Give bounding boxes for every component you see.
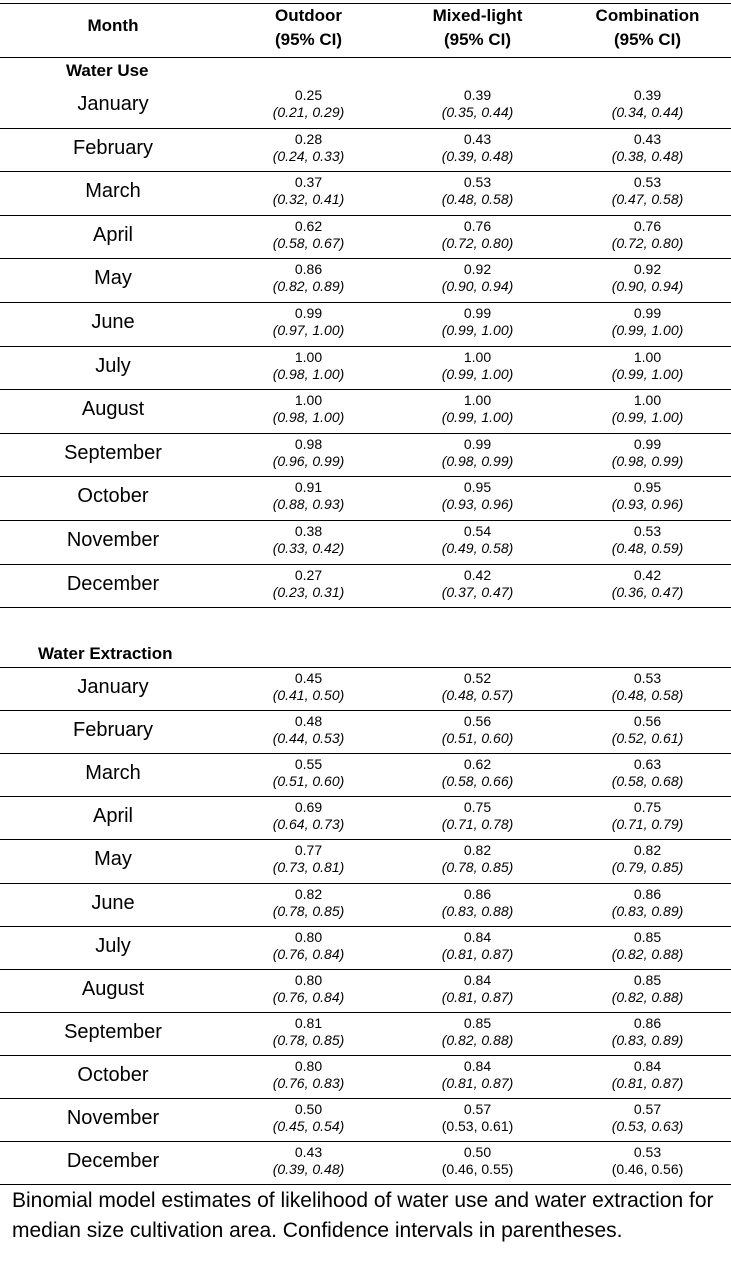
estimate-value: 0.81	[294, 1014, 323, 1031]
cell-mixed	[391, 261, 564, 295]
month-label: June	[91, 311, 135, 333]
estimate-value: 0.53	[633, 174, 662, 191]
estimate-value: 0.53	[633, 670, 662, 686]
estimate-value: 0.53	[633, 523, 662, 539]
row-rule	[0, 433, 731, 434]
estimate-value: 0.85	[463, 1014, 492, 1031]
month-label: January	[77, 93, 149, 115]
confidence-interval: (0.71, 0.78)	[441, 816, 514, 833]
estimate-value: 0.84	[463, 928, 492, 945]
estimate-value: 1.00	[294, 392, 323, 409]
row-rule	[0, 710, 731, 711]
confidence-interval: (0.53, 0.63)	[611, 1118, 684, 1134]
estimate-value: 0.99	[463, 435, 492, 452]
confidence-interval: (0.45, 0.54)	[272, 1118, 345, 1134]
confidence-interval: (0.82, 0.88)	[611, 988, 684, 1005]
cell-mixed	[391, 523, 564, 557]
estimate-value: 0.37	[294, 174, 323, 191]
confidence-interval: (0.88, 0.93)	[272, 496, 345, 513]
row-rule	[0, 1055, 731, 1056]
confidence-interval: (0.81, 0.87)	[441, 1074, 514, 1091]
confidence-interval: (0.99, 1.00)	[611, 322, 684, 338]
header-month: Month	[87, 16, 139, 35]
cell-combination	[564, 972, 731, 1006]
cell-mixed	[391, 131, 564, 165]
confidence-interval: (0.83, 0.88)	[441, 902, 514, 919]
cell-combination	[564, 479, 731, 513]
estimate-value: 0.45	[294, 670, 323, 686]
estimate-value: 0.43	[633, 130, 662, 147]
row-rule	[0, 171, 731, 172]
estimate-value: 0.84	[463, 971, 492, 988]
confidence-interval: (0.21, 0.29)	[272, 104, 345, 120]
row-rule	[0, 302, 731, 303]
row-rule	[0, 520, 731, 521]
header-combination	[564, 4, 731, 56]
table-caption: Binomial model estimates of likelihood of water use and water extraction for median size cultivation area. Confidence intervals in parentheses.	[12, 1189, 714, 1242]
confidence-interval: (0.78, 0.85)	[272, 1031, 345, 1048]
cell-combination	[564, 929, 731, 963]
confidence-interval: (0.38, 0.48)	[611, 147, 684, 164]
confidence-interval: (0.39, 0.48)	[272, 1161, 345, 1178]
confidence-interval: (0.98, 0.99)	[611, 452, 684, 469]
month-label: October	[77, 485, 149, 508]
confidence-interval: (0.98, 1.00)	[272, 409, 345, 426]
confidence-interval: (0.44, 0.53)	[272, 730, 345, 747]
confidence-interval: (0.52, 0.61)	[611, 730, 684, 747]
confidence-interval: (0.99, 1.00)	[441, 409, 514, 426]
estimate-value: 0.62	[463, 756, 492, 773]
cell-combination	[564, 349, 731, 383]
header-rule	[0, 57, 731, 58]
row-rule	[0, 607, 731, 608]
confidence-interval: (0.76, 0.84)	[272, 945, 345, 962]
header-mixed-title: Mixed-light	[432, 6, 523, 25]
row-rule	[0, 476, 731, 477]
estimate-value: 0.50	[463, 1144, 492, 1161]
month-label: March	[85, 180, 141, 203]
cell-mixed	[391, 842, 564, 876]
confidence-interval: (0.47, 0.58)	[611, 191, 684, 208]
month-label: December	[66, 1150, 160, 1173]
month-label: July	[95, 354, 131, 377]
row-rule	[0, 1012, 731, 1013]
estimate-value: 0.42	[633, 566, 662, 583]
estimate-value: 0.55	[294, 756, 323, 773]
header-combination-title: Combination	[595, 6, 700, 25]
confidence-interval: (0.33, 0.42)	[272, 540, 345, 556]
estimate-value: 0.56	[633, 713, 662, 730]
month-label: August	[81, 398, 145, 421]
cell-outdoor	[226, 886, 391, 920]
cell-mixed	[391, 1015, 564, 1049]
estimate-value: 0.56	[463, 713, 492, 730]
confidence-interval: (0.90, 0.94)	[441, 278, 514, 295]
estimate-value: 0.99	[633, 305, 662, 321]
month-label: August	[81, 977, 145, 1000]
estimate-value: 0.85	[633, 928, 662, 945]
confidence-interval: (0.98, 0.99)	[441, 452, 514, 469]
cell-combination	[564, 523, 731, 557]
cell-combination	[564, 392, 731, 426]
month-label: May	[94, 267, 132, 290]
cell-outdoor	[226, 218, 391, 252]
cell-mixed	[391, 479, 564, 513]
row-rule	[0, 258, 731, 259]
cell-combination	[564, 436, 731, 470]
estimate-value: 0.99	[633, 435, 662, 452]
cell-combination	[564, 842, 731, 876]
cell-mixed	[391, 799, 564, 833]
estimate-value: 0.57	[633, 1101, 662, 1117]
estimate-value: 0.57	[463, 1101, 492, 1117]
cell-outdoor	[226, 842, 391, 876]
estimate-value: 1.00	[463, 392, 492, 409]
confidence-interval: (0.72, 0.80)	[441, 234, 514, 251]
confidence-interval: (0.32, 0.41)	[272, 191, 345, 208]
estimate-value: 0.86	[633, 885, 662, 902]
confidence-interval: (0.48, 0.58)	[441, 191, 514, 208]
row-rule	[0, 839, 731, 840]
estimate-value: 0.86	[463, 885, 492, 902]
estimate-value: 1.00	[463, 348, 492, 365]
month-label: February	[72, 136, 154, 159]
estimate-value: 0.84	[633, 1057, 662, 1074]
cell-mixed	[391, 392, 564, 426]
estimate-value: 0.76	[463, 217, 492, 234]
cell-combination	[564, 1144, 731, 1178]
confidence-interval: (0.48, 0.59)	[611, 540, 684, 556]
cell-mixed	[391, 87, 564, 121]
cell-mixed	[391, 929, 564, 963]
cell-combination	[564, 305, 731, 339]
estimate-value: 0.75	[633, 799, 662, 816]
confidence-interval: (0.99, 1.00)	[611, 409, 684, 426]
estimate-value: 0.38	[294, 523, 323, 539]
header-mixed-ci: (95% CI)	[443, 30, 512, 49]
estimate-value: 0.80	[294, 971, 323, 988]
month-label: November	[66, 529, 160, 551]
cell-mixed	[391, 670, 564, 704]
confidence-interval: (0.35, 0.44)	[441, 104, 514, 120]
confidence-interval: (0.90, 0.94)	[611, 278, 684, 295]
cell-outdoor	[226, 1101, 391, 1135]
confidence-interval: (0.49, 0.58)	[441, 540, 514, 556]
month-label: June	[91, 891, 135, 914]
row-rule	[0, 969, 731, 970]
month-label: April	[92, 223, 133, 246]
cell-combination	[564, 670, 731, 704]
confidence-interval: (0.96, 0.99)	[272, 452, 345, 469]
cell-combination	[564, 567, 731, 601]
confidence-interval: (0.99, 1.00)	[611, 365, 684, 382]
cell-combination	[564, 261, 731, 295]
confidence-interval: (0.72, 0.80)	[611, 234, 684, 251]
confidence-interval: (0.76, 0.83)	[272, 1074, 345, 1091]
confidence-interval: (0.41, 0.50)	[272, 687, 345, 703]
estimate-value: 1.00	[294, 348, 323, 365]
cell-combination	[564, 1101, 731, 1135]
confidence-interval: (0.39, 0.48)	[441, 147, 514, 164]
estimate-value: 0.99	[294, 305, 323, 321]
estimate-value: 0.98	[294, 435, 323, 452]
estimate-value: 1.00	[633, 348, 662, 365]
cell-outdoor	[226, 523, 391, 557]
estimate-value: 0.43	[463, 130, 492, 147]
cell-outdoor	[226, 972, 391, 1006]
confidence-interval: (0.34, 0.44)	[611, 104, 684, 120]
estimate-value: 0.62	[294, 217, 323, 234]
cell-mixed	[391, 1144, 564, 1178]
cell-combination	[564, 131, 731, 165]
row-rule	[0, 1098, 731, 1099]
estimate-value: 0.28	[294, 130, 323, 147]
cell-combination	[564, 87, 731, 121]
estimate-value: 0.86	[633, 1014, 662, 1031]
cell-mixed	[391, 713, 564, 747]
confidence-interval: (0.76, 0.84)	[272, 988, 345, 1005]
month-label: September	[64, 441, 162, 464]
cell-combination	[564, 1058, 731, 1092]
estimate-value: 0.84	[463, 1057, 492, 1074]
cell-outdoor	[226, 436, 391, 470]
estimate-value: 0.92	[463, 261, 492, 278]
cell-mixed	[391, 218, 564, 252]
cell-outdoor	[226, 1058, 391, 1092]
estimate-value: 0.85	[633, 971, 662, 988]
confidence-interval: (0.23, 0.31)	[272, 583, 345, 600]
header-combination-ci: (95% CI)	[613, 30, 682, 49]
section-rule	[0, 667, 731, 668]
estimate-value: 0.48	[294, 713, 323, 730]
cell-mixed	[391, 756, 564, 790]
header-outdoor-title: Outdoor	[274, 6, 343, 25]
month-label: January	[77, 676, 149, 698]
confidence-interval: (0.51, 0.60)	[441, 730, 514, 747]
cell-mixed	[391, 349, 564, 383]
confidence-interval: (0.78, 0.85)	[441, 859, 514, 876]
estimate-value: 0.82	[633, 842, 662, 859]
estimate-value: 0.25	[294, 87, 323, 103]
cell-mixed	[391, 174, 564, 208]
confidence-interval: (0.82, 0.89)	[272, 278, 345, 295]
cell-combination	[564, 174, 731, 208]
cell-outdoor	[226, 392, 391, 426]
row-rule	[0, 926, 731, 927]
cell-outdoor	[226, 305, 391, 339]
estimate-value: 0.53	[463, 174, 492, 191]
estimate-value: 0.92	[633, 261, 662, 278]
confidence-interval: (0.36, 0.47)	[611, 583, 684, 600]
estimate-value: 0.82	[463, 842, 492, 859]
estimate-value: 0.69	[294, 799, 323, 816]
estimate-value: 0.76	[633, 217, 662, 234]
estimate-value: 0.42	[463, 566, 492, 583]
confidence-interval: (0.46, 0.55)	[441, 1161, 514, 1178]
estimate-value: 0.53	[633, 1144, 662, 1161]
estimate-value: 0.82	[294, 885, 323, 902]
estimate-value: 0.77	[294, 842, 323, 859]
cell-combination	[564, 1015, 731, 1049]
cell-outdoor	[226, 1015, 391, 1049]
confidence-interval: (0.83, 0.89)	[611, 1031, 684, 1048]
section-label: Water Extraction	[38, 644, 173, 663]
confidence-interval: (0.81, 0.87)	[611, 1074, 684, 1091]
estimate-value: 0.95	[633, 479, 662, 496]
cell-outdoor	[226, 929, 391, 963]
month-label: November	[66, 1107, 160, 1129]
confidence-interval: (0.48, 0.57)	[441, 687, 514, 703]
cell-mixed	[391, 567, 564, 601]
confidence-interval: (0.93, 0.96)	[441, 496, 514, 513]
confidence-interval: (0.82, 0.88)	[611, 945, 684, 962]
confidence-interval: (0.81, 0.87)	[441, 945, 514, 962]
month-label: October	[77, 1063, 149, 1086]
row-rule	[0, 1184, 731, 1185]
cell-outdoor	[226, 349, 391, 383]
confidence-interval: (0.53, 0.61)	[441, 1118, 514, 1134]
estimate-value: 0.63	[633, 756, 662, 773]
row-rule	[0, 215, 731, 216]
confidence-interval: (0.46, 0.56)	[611, 1161, 684, 1178]
confidence-interval: (0.48, 0.58)	[611, 687, 684, 703]
confidence-interval: (0.64, 0.73)	[272, 816, 345, 833]
estimate-value: 0.50	[294, 1101, 323, 1117]
cell-outdoor	[226, 87, 391, 121]
cell-mixed	[391, 886, 564, 920]
cell-outdoor	[226, 756, 391, 790]
estimate-value: 0.39	[463, 87, 492, 103]
row-rule	[0, 564, 731, 565]
estimate-value: 0.80	[294, 928, 323, 945]
confidence-interval: (0.98, 1.00)	[272, 365, 345, 382]
cell-combination	[564, 886, 731, 920]
month-label: March	[85, 762, 141, 785]
row-rule	[0, 883, 731, 884]
cell-outdoor	[226, 131, 391, 165]
cell-mixed	[391, 1101, 564, 1135]
estimate-value: 0.39	[633, 87, 662, 103]
cell-outdoor	[226, 1144, 391, 1178]
month-label: April	[92, 805, 133, 828]
cell-outdoor	[226, 174, 391, 208]
estimate-value: 0.27	[294, 566, 323, 583]
estimate-value: 0.91	[294, 479, 323, 496]
estimate-value: 0.80	[294, 1057, 323, 1074]
cell-outdoor	[226, 567, 391, 601]
confidence-interval: (0.58, 0.66)	[441, 773, 514, 790]
header-outdoor	[226, 4, 391, 56]
confidence-interval: (0.78, 0.85)	[272, 902, 345, 919]
confidence-interval: (0.58, 0.67)	[272, 234, 345, 251]
estimate-value: 0.54	[463, 523, 492, 539]
confidence-interval: (0.79, 0.85)	[611, 859, 684, 876]
month-label: December	[66, 572, 160, 595]
confidence-interval: (0.81, 0.87)	[441, 988, 514, 1005]
row-rule	[0, 753, 731, 754]
section-label: Water Use	[66, 61, 149, 80]
estimate-value: 0.86	[294, 261, 323, 278]
estimate-value: 0.43	[294, 1144, 323, 1161]
confidence-interval: (0.24, 0.33)	[272, 147, 345, 164]
month-label: July	[95, 934, 131, 957]
cell-mixed	[391, 972, 564, 1006]
row-rule	[0, 346, 731, 347]
cell-combination	[564, 713, 731, 747]
cell-outdoor	[226, 479, 391, 513]
confidence-interval: (0.82, 0.88)	[441, 1031, 514, 1048]
header-mixed	[391, 4, 564, 56]
confidence-interval: (0.99, 1.00)	[441, 322, 514, 338]
confidence-interval: (0.83, 0.89)	[611, 902, 684, 919]
cell-combination	[564, 218, 731, 252]
estimate-value: 1.00	[633, 392, 662, 409]
confidence-interval: (0.97, 1.00)	[272, 322, 345, 338]
cell-mixed	[391, 436, 564, 470]
row-rule	[0, 389, 731, 390]
confidence-interval: (0.71, 0.79)	[611, 816, 684, 833]
cell-outdoor	[226, 670, 391, 704]
cell-outdoor	[226, 799, 391, 833]
confidence-interval: (0.51, 0.60)	[272, 773, 345, 790]
cell-combination	[564, 799, 731, 833]
row-rule	[0, 128, 731, 129]
cell-mixed	[391, 305, 564, 339]
confidence-interval: (0.93, 0.96)	[611, 496, 684, 513]
estimate-value: 0.52	[463, 670, 492, 686]
month-label: February	[72, 719, 154, 742]
confidence-interval: (0.37, 0.47)	[441, 583, 514, 600]
estimate-value: 0.99	[463, 305, 492, 321]
cell-combination	[564, 756, 731, 790]
cell-mixed	[391, 1058, 564, 1092]
month-label: May	[94, 848, 132, 871]
row-rule	[0, 796, 731, 797]
estimate-value: 0.75	[463, 799, 492, 816]
confidence-interval: (0.99, 1.00)	[441, 365, 514, 382]
confidence-interval: (0.73, 0.81)	[272, 859, 345, 876]
confidence-interval: (0.58, 0.68)	[611, 773, 684, 790]
row-rule	[0, 1141, 731, 1142]
estimate-value: 0.95	[463, 479, 492, 496]
cell-outdoor	[226, 713, 391, 747]
month-label: September	[64, 1020, 162, 1043]
header-outdoor-ci: (95% CI)	[274, 30, 343, 49]
cell-outdoor	[226, 261, 391, 295]
